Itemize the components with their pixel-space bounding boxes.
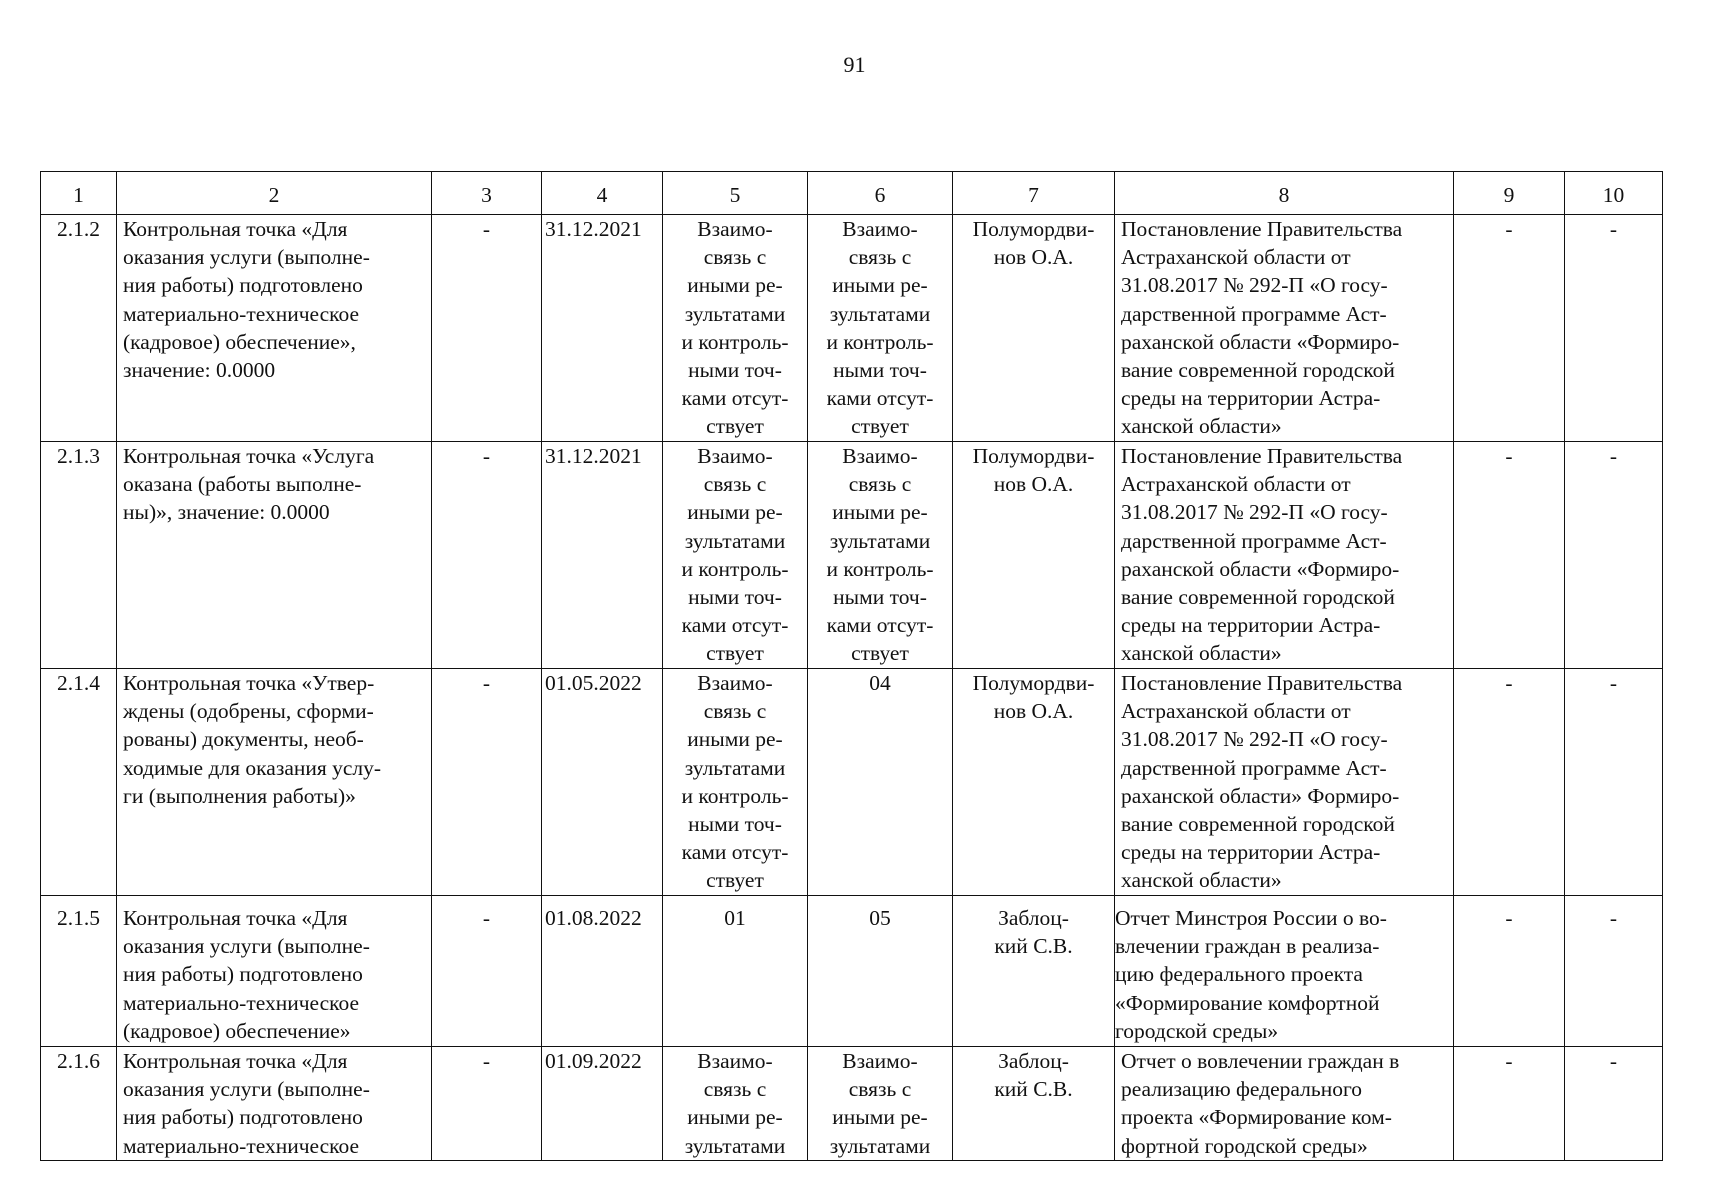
start-date-cell: -: [432, 215, 542, 442]
control-point-cell: Контрольная точка «Услуга оказана (работы выполне- ны)», значение: 0.0000: [117, 442, 432, 669]
col9-cell: -: [1454, 442, 1565, 669]
control-point-cell: Контрольная точка «Для оказания услуги (выполне- ния работы) подготовлено материально-техническое (кадровое) обеспечение»: [117, 896, 432, 1047]
col10-cell: -: [1565, 896, 1663, 1047]
column-header-4: 4: [542, 172, 663, 215]
column-header-10: 10: [1565, 172, 1663, 215]
predecessor-cell: 01: [663, 896, 808, 1047]
col9-cell: -: [1454, 896, 1565, 1047]
start-date-cell: -: [432, 669, 542, 896]
col9-cell: -: [1454, 669, 1565, 896]
row-number-cell: 2.1.4: [41, 669, 117, 896]
column-header-8: 8: [1115, 172, 1454, 215]
table-row: [41, 669, 1663, 896]
document-cell: Постановление Правительства Астраханской области от 31.08.2017 № 292-П «О госу- дарственной программе Аст- раханской области «Формиро- вание современной городской среды на территории Астра- ханской области»: [1115, 215, 1454, 442]
successor-cell: Взаимо- связь с иными ре- зультатами и контроль- ными точ- ками отсут- ствует: [808, 442, 953, 669]
row-number-cell: 2.1.6: [41, 1047, 117, 1161]
header-row: [41, 172, 1663, 215]
column-header-1: 1: [41, 172, 117, 215]
end-date-cell: 01.08.2022: [542, 896, 663, 1047]
end-date-cell: 31.12.2021: [542, 215, 663, 442]
successor-cell: 05: [808, 896, 953, 1047]
successor-cell: 04: [808, 669, 953, 896]
row-number-cell: 2.1.5: [41, 896, 117, 1047]
document-cell: Постановление Правительства Астраханской области от 31.08.2017 № 292-П «О госу- дарственной программе Аст- раханской области «Формиро- вание современной городской среды на территории Астра- ханской области»: [1115, 442, 1454, 669]
table-row: [41, 442, 1663, 669]
page-number: 91: [843, 52, 866, 77]
row-number-cell: 2.1.3: [41, 442, 117, 669]
col9-cell: -: [1454, 215, 1565, 442]
row-number-cell: 2.1.2: [41, 215, 117, 442]
predecessor-cell: Взаимо- связь с иными ре- зультатами и контроль- ными точ- ками отсут- ствует: [663, 669, 808, 896]
document-cell: Отчет о вовлечении граждан в реализацию федерального проекта «Формирование ком- фортной городской среды»: [1115, 1047, 1454, 1161]
control-point-cell: Контрольная точка «Для оказания услуги (выполне- ния работы) подготовлено материально-техническое (кадровое) обеспечение», значение: 0.0000: [117, 215, 432, 442]
col9-cell: -: [1454, 1047, 1565, 1161]
column-header-9: 9: [1454, 172, 1565, 215]
column-header-5: 5: [663, 172, 808, 215]
predecessor-cell: Взаимо- связь с иными ре- зультатами и контроль- ными точ- ками отсут- ствует: [663, 215, 808, 442]
document-cell: Отчет Минстроя России о во- влечении граждан в реализа- цию федерального проекта «Формирование комфортной городской среды»: [1115, 896, 1454, 1047]
table-row: [41, 215, 1663, 442]
predecessor-cell: Взаимо- связь с иными ре- зультатами и контроль- ными точ- ками отсут- ствует: [663, 442, 808, 669]
end-date-cell: 01.05.2022: [542, 669, 663, 896]
column-header-6: 6: [808, 172, 953, 215]
column-header-7: 7: [953, 172, 1115, 215]
start-date-cell: -: [432, 896, 542, 1047]
responsible-cell: Полумордви- нов О.А.: [953, 442, 1115, 669]
start-date-cell: -: [432, 1047, 542, 1161]
successor-cell: Взаимо- связь с иными ре- зультатами и контроль- ными точ- ками отсут- ствует: [808, 215, 953, 442]
column-header-3: 3: [432, 172, 542, 215]
control-point-cell: Контрольная точка «Для оказания услуги (выполне- ния работы) подготовлено материально-техническое: [117, 1047, 432, 1161]
col10-cell: -: [1565, 669, 1663, 896]
predecessor-cell: Взаимо- связь с иными ре- зультатами: [663, 1047, 808, 1161]
end-date-cell: 01.09.2022: [542, 1047, 663, 1161]
end-date-cell: 31.12.2021: [542, 442, 663, 669]
column-header-2: 2: [117, 172, 432, 215]
col10-cell: -: [1565, 1047, 1663, 1161]
col10-cell: -: [1565, 442, 1663, 669]
responsible-cell: Полумордви- нов О.А.: [953, 669, 1115, 896]
table-row: [41, 896, 1663, 1047]
responsible-cell: Полумордви- нов О.А.: [953, 215, 1115, 442]
start-date-cell: -: [432, 442, 542, 669]
table-row: [41, 1047, 1663, 1161]
control-point-cell: Контрольная точка «Утвер- ждены (одобрены, сформи- рованы) документы, необ- ходимые для оказания услу- ги (выполнения работы)»: [117, 669, 432, 896]
control-points-table: [40, 171, 1663, 1161]
responsible-cell: Заблоц- кий С.В.: [953, 896, 1115, 1047]
responsible-cell: Заблоц- кий С.В.: [953, 1047, 1115, 1161]
col10-cell: -: [1565, 215, 1663, 442]
document-cell: Постановление Правительства Астраханской области от 31.08.2017 № 292-П «О госу- дарственной программе Аст- раханской области» Формиро- вание современной городской среды на территории Астра- ханской области»: [1115, 669, 1454, 896]
successor-cell: Взаимо- связь с иными ре- зультатами: [808, 1047, 953, 1161]
